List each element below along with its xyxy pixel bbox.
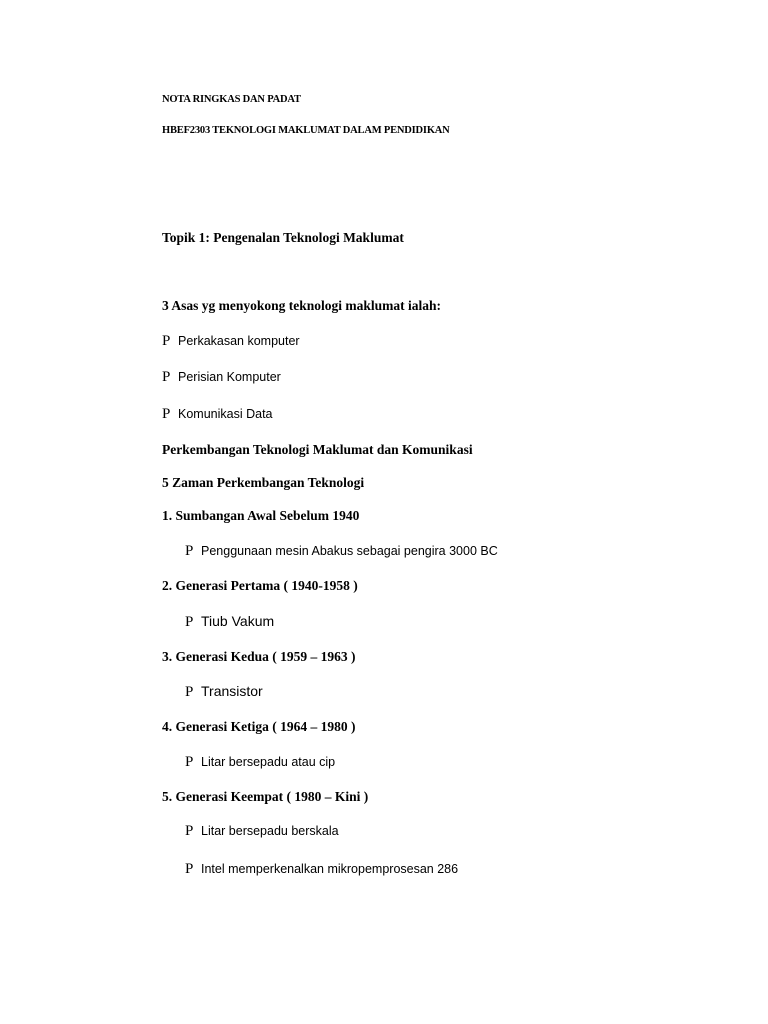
- bullet-icon: P: [185, 543, 194, 559]
- list-item-text: Penggunaan mesin Abakus sebagai pengira 3000 BC: [201, 544, 498, 558]
- bullet-icon: P: [162, 406, 171, 422]
- bullet-icon: P: [162, 333, 171, 349]
- topic-title: Topik 1: Pengenalan Teknologi Maklumat: [162, 230, 404, 245]
- list-item: [162, 370, 281, 385]
- era-heading: 2. Generasi Pertama ( 1940-1958 ): [162, 578, 358, 593]
- section-asas-heading: 3 Asas yg menyokong teknologi maklumat ialah:: [162, 298, 442, 313]
- list-item-text: Litar bersepadu berskala: [201, 824, 339, 838]
- list-item: [185, 684, 263, 700]
- bullet-icon: P: [185, 823, 194, 839]
- list-item: [162, 334, 300, 349]
- list-item: [162, 407, 273, 422]
- era-heading: 5. Generasi Keempat ( 1980 – Kini ): [162, 789, 369, 804]
- section-zaman-heading: 5 Zaman Perkembangan Teknologi: [162, 475, 365, 490]
- bullet-icon: P: [185, 684, 194, 700]
- list-item-text: Perkakasan komputer: [178, 334, 300, 348]
- bullet-icon: P: [162, 369, 171, 385]
- list-item-text: Perisian Komputer: [178, 370, 281, 384]
- bullet-icon: P: [185, 861, 194, 877]
- bullet-icon: P: [185, 614, 194, 630]
- list-item: [185, 862, 458, 877]
- list-item: [185, 544, 498, 559]
- list-item-text: Litar bersepadu atau cip: [201, 755, 336, 769]
- era-heading: 3. Generasi Kedua ( 1959 – 1963 ): [162, 649, 356, 664]
- list-item: [185, 824, 339, 839]
- era-heading: 1. Sumbangan Awal Sebelum 1940: [162, 508, 360, 523]
- header-line-1: NOTA RINGKAS DAN PADAT: [162, 94, 301, 105]
- list-item-text: Komunikasi Data: [178, 407, 273, 421]
- header-line-2: HBEF2303 TEKNOLOGI MAKLUMAT DALAM PENDIDIKAN: [162, 125, 450, 136]
- list-item-text: Tiub Vakum: [201, 613, 275, 629]
- section-perkembangan-heading: Perkembangan Teknologi Maklumat dan Komunikasi: [162, 442, 473, 457]
- list-item: [185, 614, 274, 630]
- list-item: [185, 755, 335, 770]
- bullet-icon: P: [185, 754, 194, 770]
- list-item-text: Transistor: [201, 683, 263, 699]
- list-item-text: Intel memperkenalkan mikropemprosesan 286: [201, 862, 459, 876]
- era-heading: 4. Generasi Ketiga ( 1964 – 1980 ): [162, 719, 356, 734]
